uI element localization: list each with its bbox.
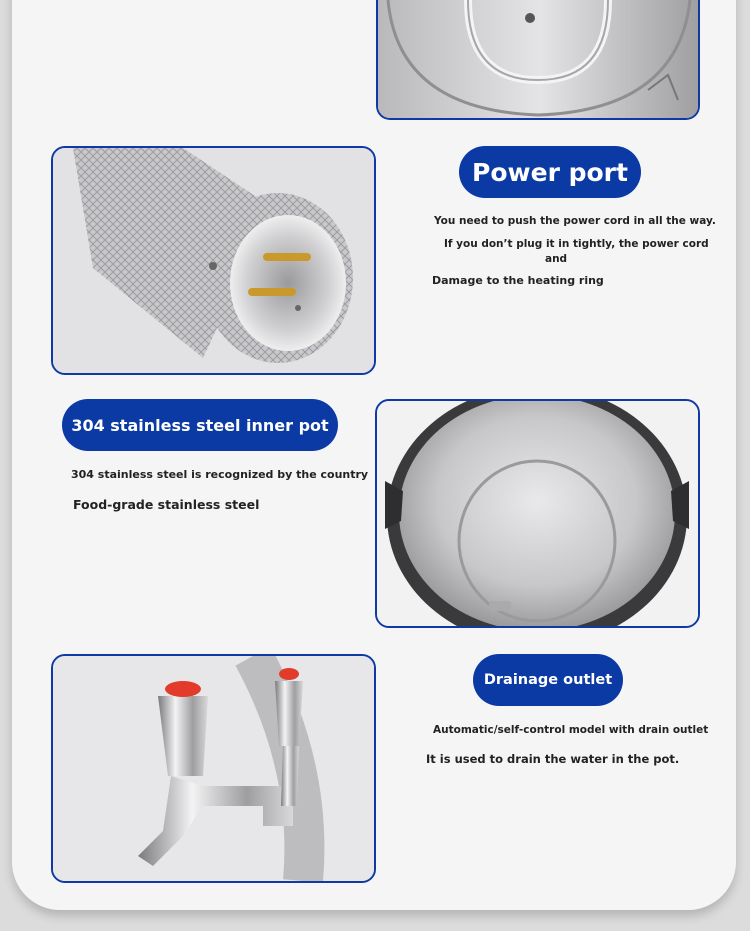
power-port-title: Power port	[459, 146, 641, 198]
drainage-title: Drainage outlet	[473, 654, 623, 706]
power-port-line-1: You need to push the power cord in all the way.	[434, 215, 716, 227]
drainage-line-2: It is used to drain the water in the pot.	[426, 752, 680, 766]
inner-pot-image	[375, 399, 700, 628]
inner-pot-title: 304 stainless steel inner pot	[62, 399, 338, 451]
drain-tap-image	[51, 654, 376, 883]
power-port-line-2b: and	[545, 253, 568, 265]
power-port-line-2: If you don’t plug it in tightly, the power cord	[444, 238, 709, 250]
power-port-line-3: Damage to the heating ring	[432, 274, 604, 287]
drainage-line-1: Automatic/self-control model with drain outlet	[433, 724, 709, 736]
power-plug-image	[51, 146, 376, 375]
inner-pot-line-1: 304 stainless steel is recognized by the country	[71, 468, 369, 481]
heating-coil-image	[376, 0, 700, 120]
inner-pot-line-2: Food-grade stainless steel	[73, 497, 260, 512]
